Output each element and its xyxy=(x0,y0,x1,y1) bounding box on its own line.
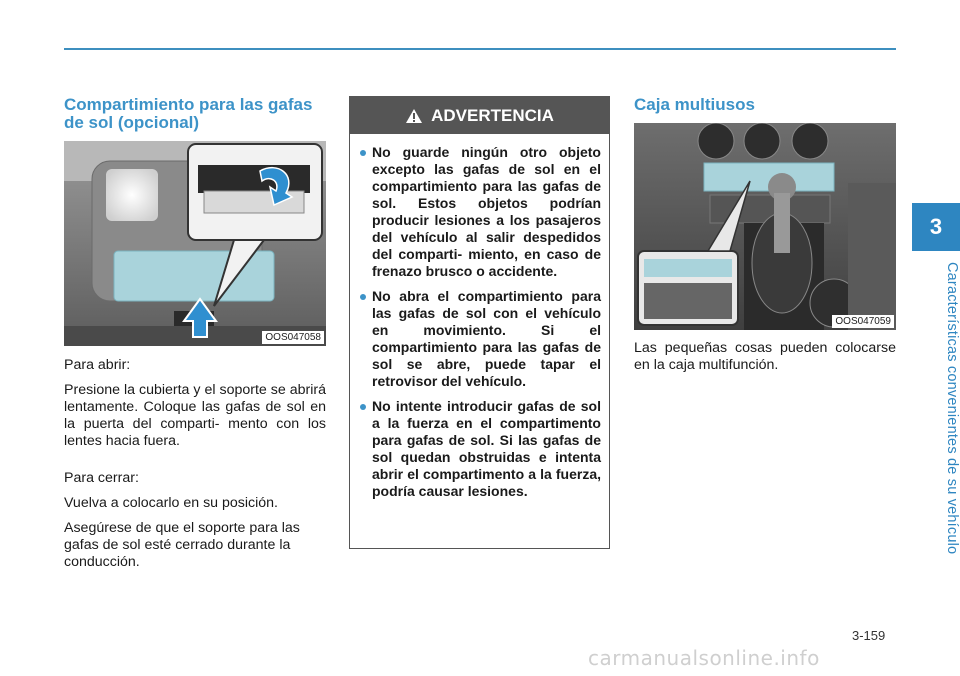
chapter-title: Características convenientes de su vehículo xyxy=(944,262,960,555)
top-rule xyxy=(64,48,896,50)
warning-header xyxy=(350,97,609,134)
bullet-icon xyxy=(360,150,366,156)
paragraph: Presione la cubierta y el soporte se abrirá lentamente. Coloque las gafas de sol en la puerta del comparti- mento con los lentes hacia fuera. xyxy=(64,382,326,449)
warning-item: No abra el compartimiento para las gafas de sol con el vehículo en movimiento. Si el compartimiento para las gafas de sol se abre, puede tapar el retrovisor del vehículo. xyxy=(362,288,601,390)
bullet-icon xyxy=(360,294,366,300)
page-number: 3-159 xyxy=(852,628,886,643)
paragraph: Las pequeñas cosas pueden colocarse en la caja multifunción. xyxy=(634,340,896,373)
right-body xyxy=(634,340,896,382)
multi-box-illustration xyxy=(634,123,896,330)
warning-box xyxy=(349,96,610,549)
bullet-icon xyxy=(360,404,366,410)
paragraph: Para abrir: xyxy=(64,357,131,373)
section-heading-multibox: Caja multiusos xyxy=(634,95,755,114)
figure-code: OOS047058 xyxy=(262,331,324,344)
chapter-tab: 3 xyxy=(912,203,960,251)
warning-triangle-icon xyxy=(405,108,423,124)
paragraph: Vuelva a colocarlo en su posición. xyxy=(64,495,278,511)
figure-code: OOS047059 xyxy=(832,315,894,328)
warning-item: No guarde ningún otro objeto excepto las gafas de sol en el compartimiento para las gafas de sol. Estos objetos podrían producir lesiones a los pasajeros del vehículo al salir despedidos del comparti- miento, en caso de frenazo brusco o accidente. xyxy=(362,144,601,280)
figure-multi-box xyxy=(634,123,896,330)
figure-sunglass-holder xyxy=(64,141,326,346)
watermark: carmanualsonline.info xyxy=(588,646,820,670)
paragraph: Para cerrar: xyxy=(64,470,139,486)
left-body xyxy=(64,357,326,579)
paragraph: Asegúrese de que el soporte para las gafas de sol esté cerrado durante la conducción. xyxy=(64,520,300,570)
sunglass-holder-illustration xyxy=(64,141,326,346)
warning-list xyxy=(362,144,601,500)
warning-title: ADVERTENCIA xyxy=(431,105,554,125)
warning-item: No intente introducir gafas de sol a la fuerza en el compartimento para gafas de sol. Si las gafas de sol quedan obstruidas e intenta abrir el compartimento a la fuerza, podría causar lesiones. xyxy=(362,398,601,500)
section-heading-sunglasses: Compartimiento para las gafas de sol (opcional) xyxy=(64,95,313,132)
